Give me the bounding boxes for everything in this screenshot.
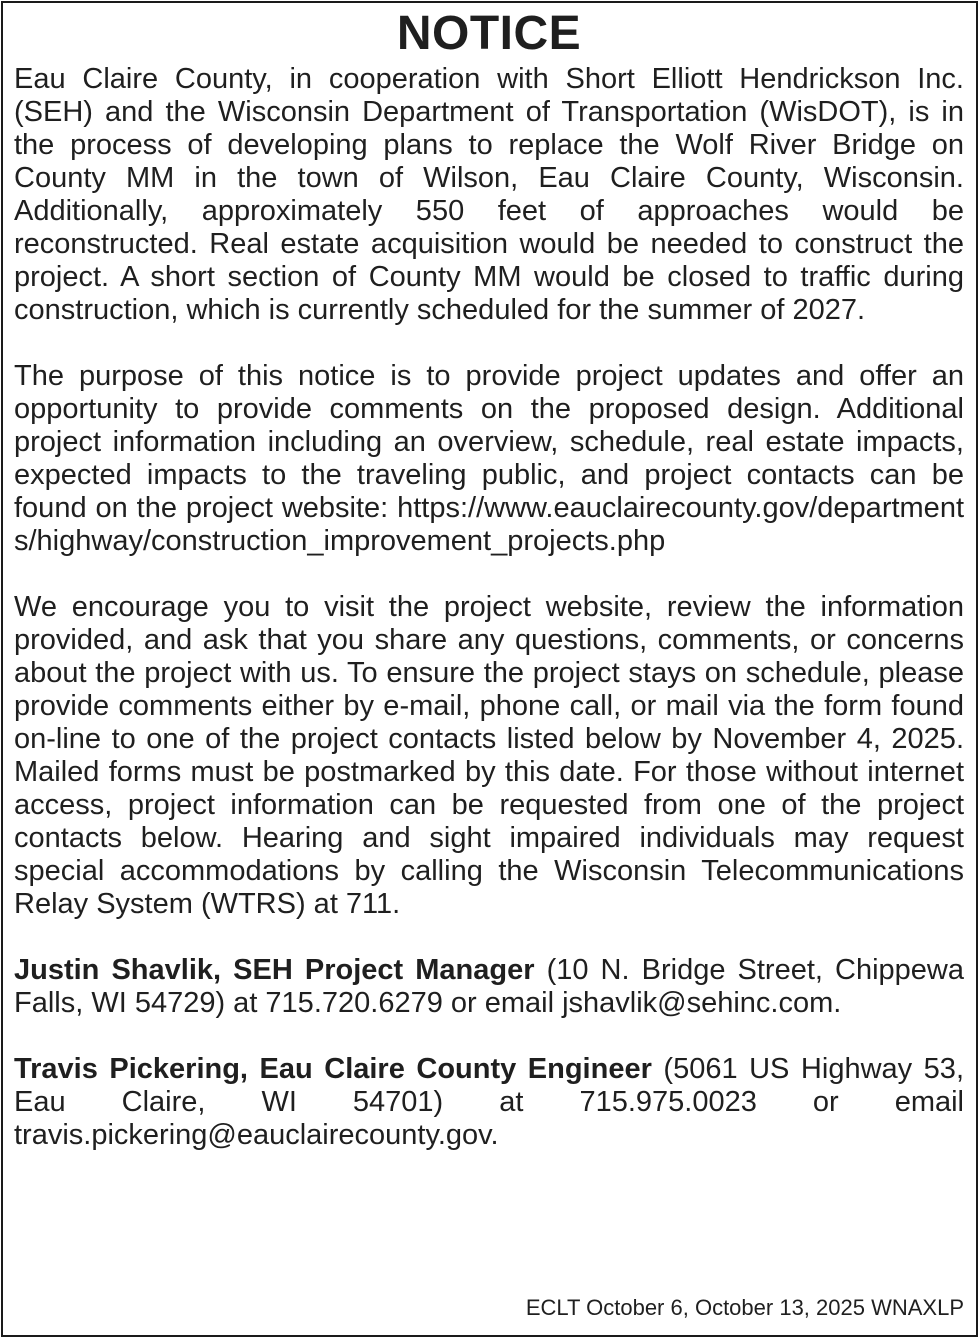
public-notice bbox=[1, 1, 978, 1337]
notice-title: NOTICE bbox=[396, 7, 582, 60]
contact-county bbox=[14, 1053, 964, 1152]
contact-seh-name: Justin Shavlik, SEH Project Manager bbox=[14, 954, 535, 986]
contact-county-name: Travis Pickering, Eau Claire County Engineer bbox=[14, 1053, 652, 1085]
purpose-paragraph bbox=[14, 360, 964, 558]
contact-seh bbox=[14, 954, 964, 1020]
contact-seh-details: (10 N. Bridge Street, Chippewa Falls, WI 54729) at 715.720.6279 or email jshavlik@sehinc.com. bbox=[14, 954, 964, 1019]
contact-county-details: (5061 US Highway 53, Eau Claire, WI 54701) at 715.975.0023 or email travis.pickering@eauclairecounty.gov. bbox=[14, 1053, 964, 1151]
comment-request-paragraph: We encourage you to visit the project website, review the information provided, and ask that you share any questions, comments, or concerns about the project with us. To ensure the project stays on schedule, please provide comments either by e-mail, phone call, or mail via the form found on-line to one of the project contacts listed below by November 4, 2025. Mailed forms must be postmarked by this date. For those without internet access, project information can be requested from one of the project contacts below. Hearing and sight impaired individuals may request special accommodations by calling the Wisconsin Telecommunications Relay System (WTRS) at 711. bbox=[14, 591, 964, 920]
project-website-url[interactable]: https://www.eauclairecounty.gov/departments/highway/construction_improvement_projects.php bbox=[14, 492, 964, 557]
project-description-paragraph: Eau Claire County, in cooperation with Short Elliott Hendrickson Inc. (SEH) and the Wisconsin Department of Transportation (WisDOT), is in the process of developing plans to replace the Wolf River Bridge on County MM in the town of Wilson, Eau Claire County, Wisconsin. Additionally, approximately 550 feet of approaches would be reconstructed. Real estate acquisition would be needed to construct the project. A short section of County MM would be closed to traffic during construction, which is currently scheduled for the summer of 2027. bbox=[14, 63, 964, 326]
purpose-text: The purpose of this notice is to provide project updates and offer an opportunity to provide comments on the proposed design. Additional project information including an overview, schedule, real estate impacts, expected impacts to the traveling public, and project contacts can be found on the project website: bbox=[14, 360, 964, 524]
publication-dates: ECLT October 6, October 13, 2025 WNAXLP bbox=[525, 1295, 964, 1320]
